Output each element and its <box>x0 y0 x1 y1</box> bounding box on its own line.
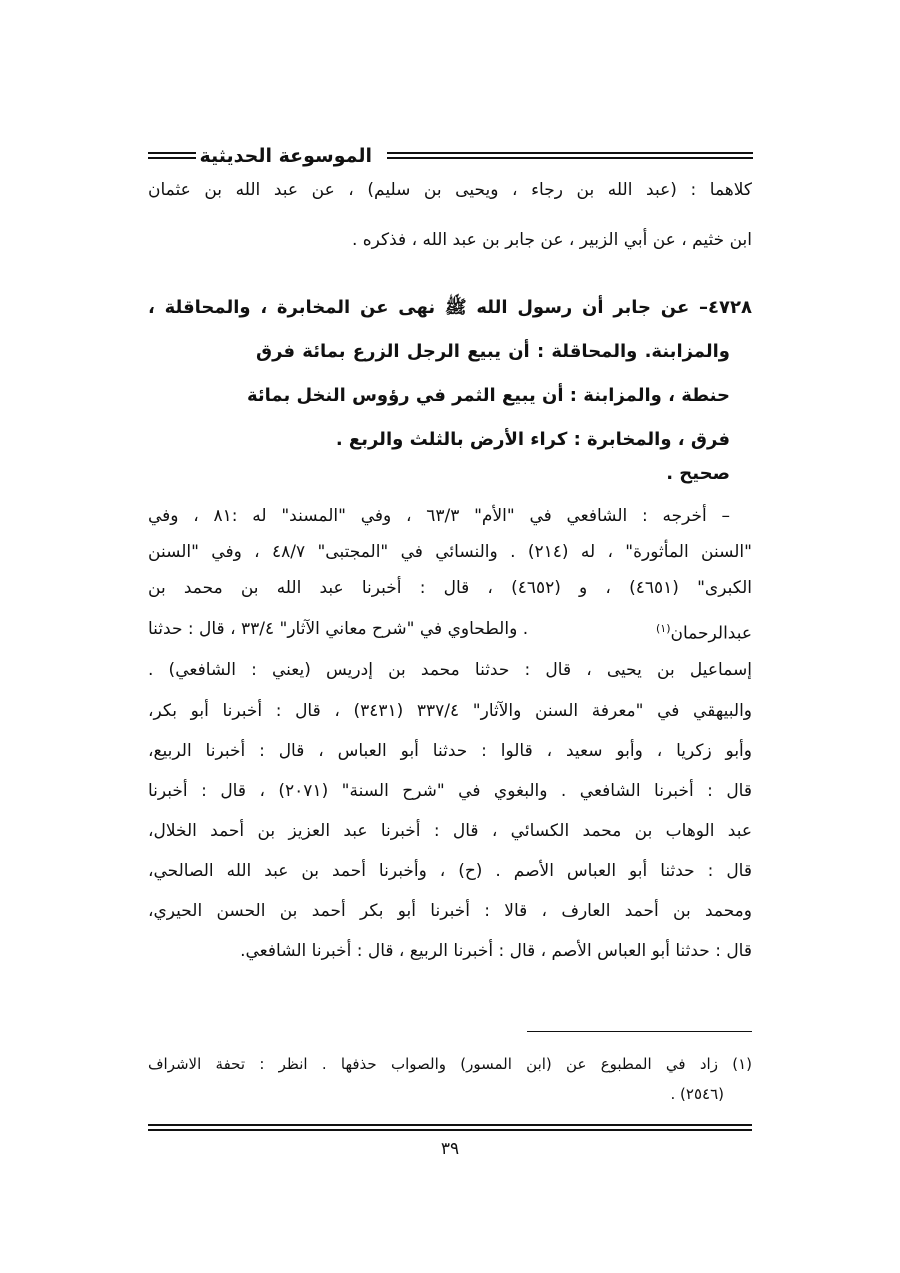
header-rule-short <box>148 152 196 159</box>
takhrij-line-4-rest: . والطحاوي في "شرح معاني الآثار" ٣٣/٤ ، قال : حدثنا <box>148 619 529 639</box>
hadith-line-4: فرق ، والمخابرة : كراء الأرض بالثلث والربع . <box>335 429 730 450</box>
footnote-line-1: (١) زاد في المطبوع عن (ابن المسور) والصواب حذفها . انظر : تحفة الاشراف <box>148 1055 752 1073</box>
takhrij-line-5: إسماعيل بن يحيى ، قال : حدثنا محمد بن إدريس (يعني : الشافعي) . <box>148 660 752 680</box>
running-header-title: الموسوعة الحديثية <box>199 145 372 167</box>
takhrij-line-4-start <box>656 614 752 649</box>
takhrij-line-3: الكبرى" (٤٦٥١) ، و (٤٦٥٢) ، قال : أخبرنا عبد الله بن محمد بن <box>148 578 752 598</box>
intro-line-2: ابن خثيم ، عن أبي الزبير ، عن جابر بن عبد الله ، فذكره . <box>351 230 752 250</box>
footnote-rule <box>527 1031 752 1032</box>
takhrij-line-2: "السنن المأثورة" ، له (٢١٤) . والنسائي في "المجتبى" ٤٨/٧ ، وفي "السنن <box>148 542 752 562</box>
takhrij-line-8: قال : أخبرنا الشافعي . والبغوي في "شرح السنة" (٢٠٧١) ، قال : أخبرنا <box>148 781 752 801</box>
page-number: ٣٩ <box>440 1139 460 1159</box>
takhrij-line-6: والبيهقي في "معرفة السنن والآثار" ٣٣٧/٤ (٣٤٣١) ، قال : أخبرنا أبو بكر، <box>148 701 752 721</box>
takhrij-line-10: قال : حدثنا أبو العباس الأصم . (ح) ، وأخبرنا أحمد بن عبد الله الصالحي، <box>148 861 752 881</box>
hadith-line-1: ٤٧٢٨– عن جابر أن رسول الله ﷺ نهى عن المخابرة ، والمحاقلة ، <box>148 297 752 318</box>
takhrij-line-4-name: عبدالرحمان <box>670 623 752 644</box>
hadith-line-2: والمزابنة. والمحاقلة : أن يبيع الرجل الزرع بمائة فرق <box>256 341 730 362</box>
takhrij-line-7: وأبو زكريا ، وأبو سعيد ، قالوا : حدثنا أبو العباس ، قال : أخبرنا الربيع، <box>148 741 752 761</box>
footnote-line-2: (٢٥٤٦) . <box>670 1085 724 1103</box>
hadith-line-3: حنطة ، والمزابنة : أن يبيع الثمر في رؤوس النخل بمائة <box>246 385 730 406</box>
header-rule-long <box>387 152 753 159</box>
takhrij-line-1: – أخرجه : الشافعي في "الأم" ٦٣/٣ ، وفي "المسند" له :٨١ ، وفي <box>148 506 731 526</box>
hadith-grade: صحيح . <box>666 463 730 484</box>
footer-rule <box>148 1124 752 1131</box>
takhrij-line-11: ومحمد بن أحمد العارف ، قالا : أخبرنا أبو بكر أحمد بن الحسن الحيري، <box>148 901 752 921</box>
intro-line-1: كلاهما : (عبد الله بن رجاء ، ويحيى بن سليم) ، عن عبد الله بن عثمان <box>148 180 752 200</box>
takhrij-line-9: عبد الوهاب بن محمد الكسائي ، قال : أخبرنا عبد العزيز بن أحمد الخلال، <box>148 821 752 841</box>
footnote-ref[interactable]: (١) <box>656 622 671 635</box>
takhrij-line-12: قال : حدثنا أبو العباس الأصم ، قال : أخبرنا الربيع ، قال : أخبرنا الشافعي. <box>240 941 752 961</box>
takhrij-line-4 <box>148 614 752 649</box>
